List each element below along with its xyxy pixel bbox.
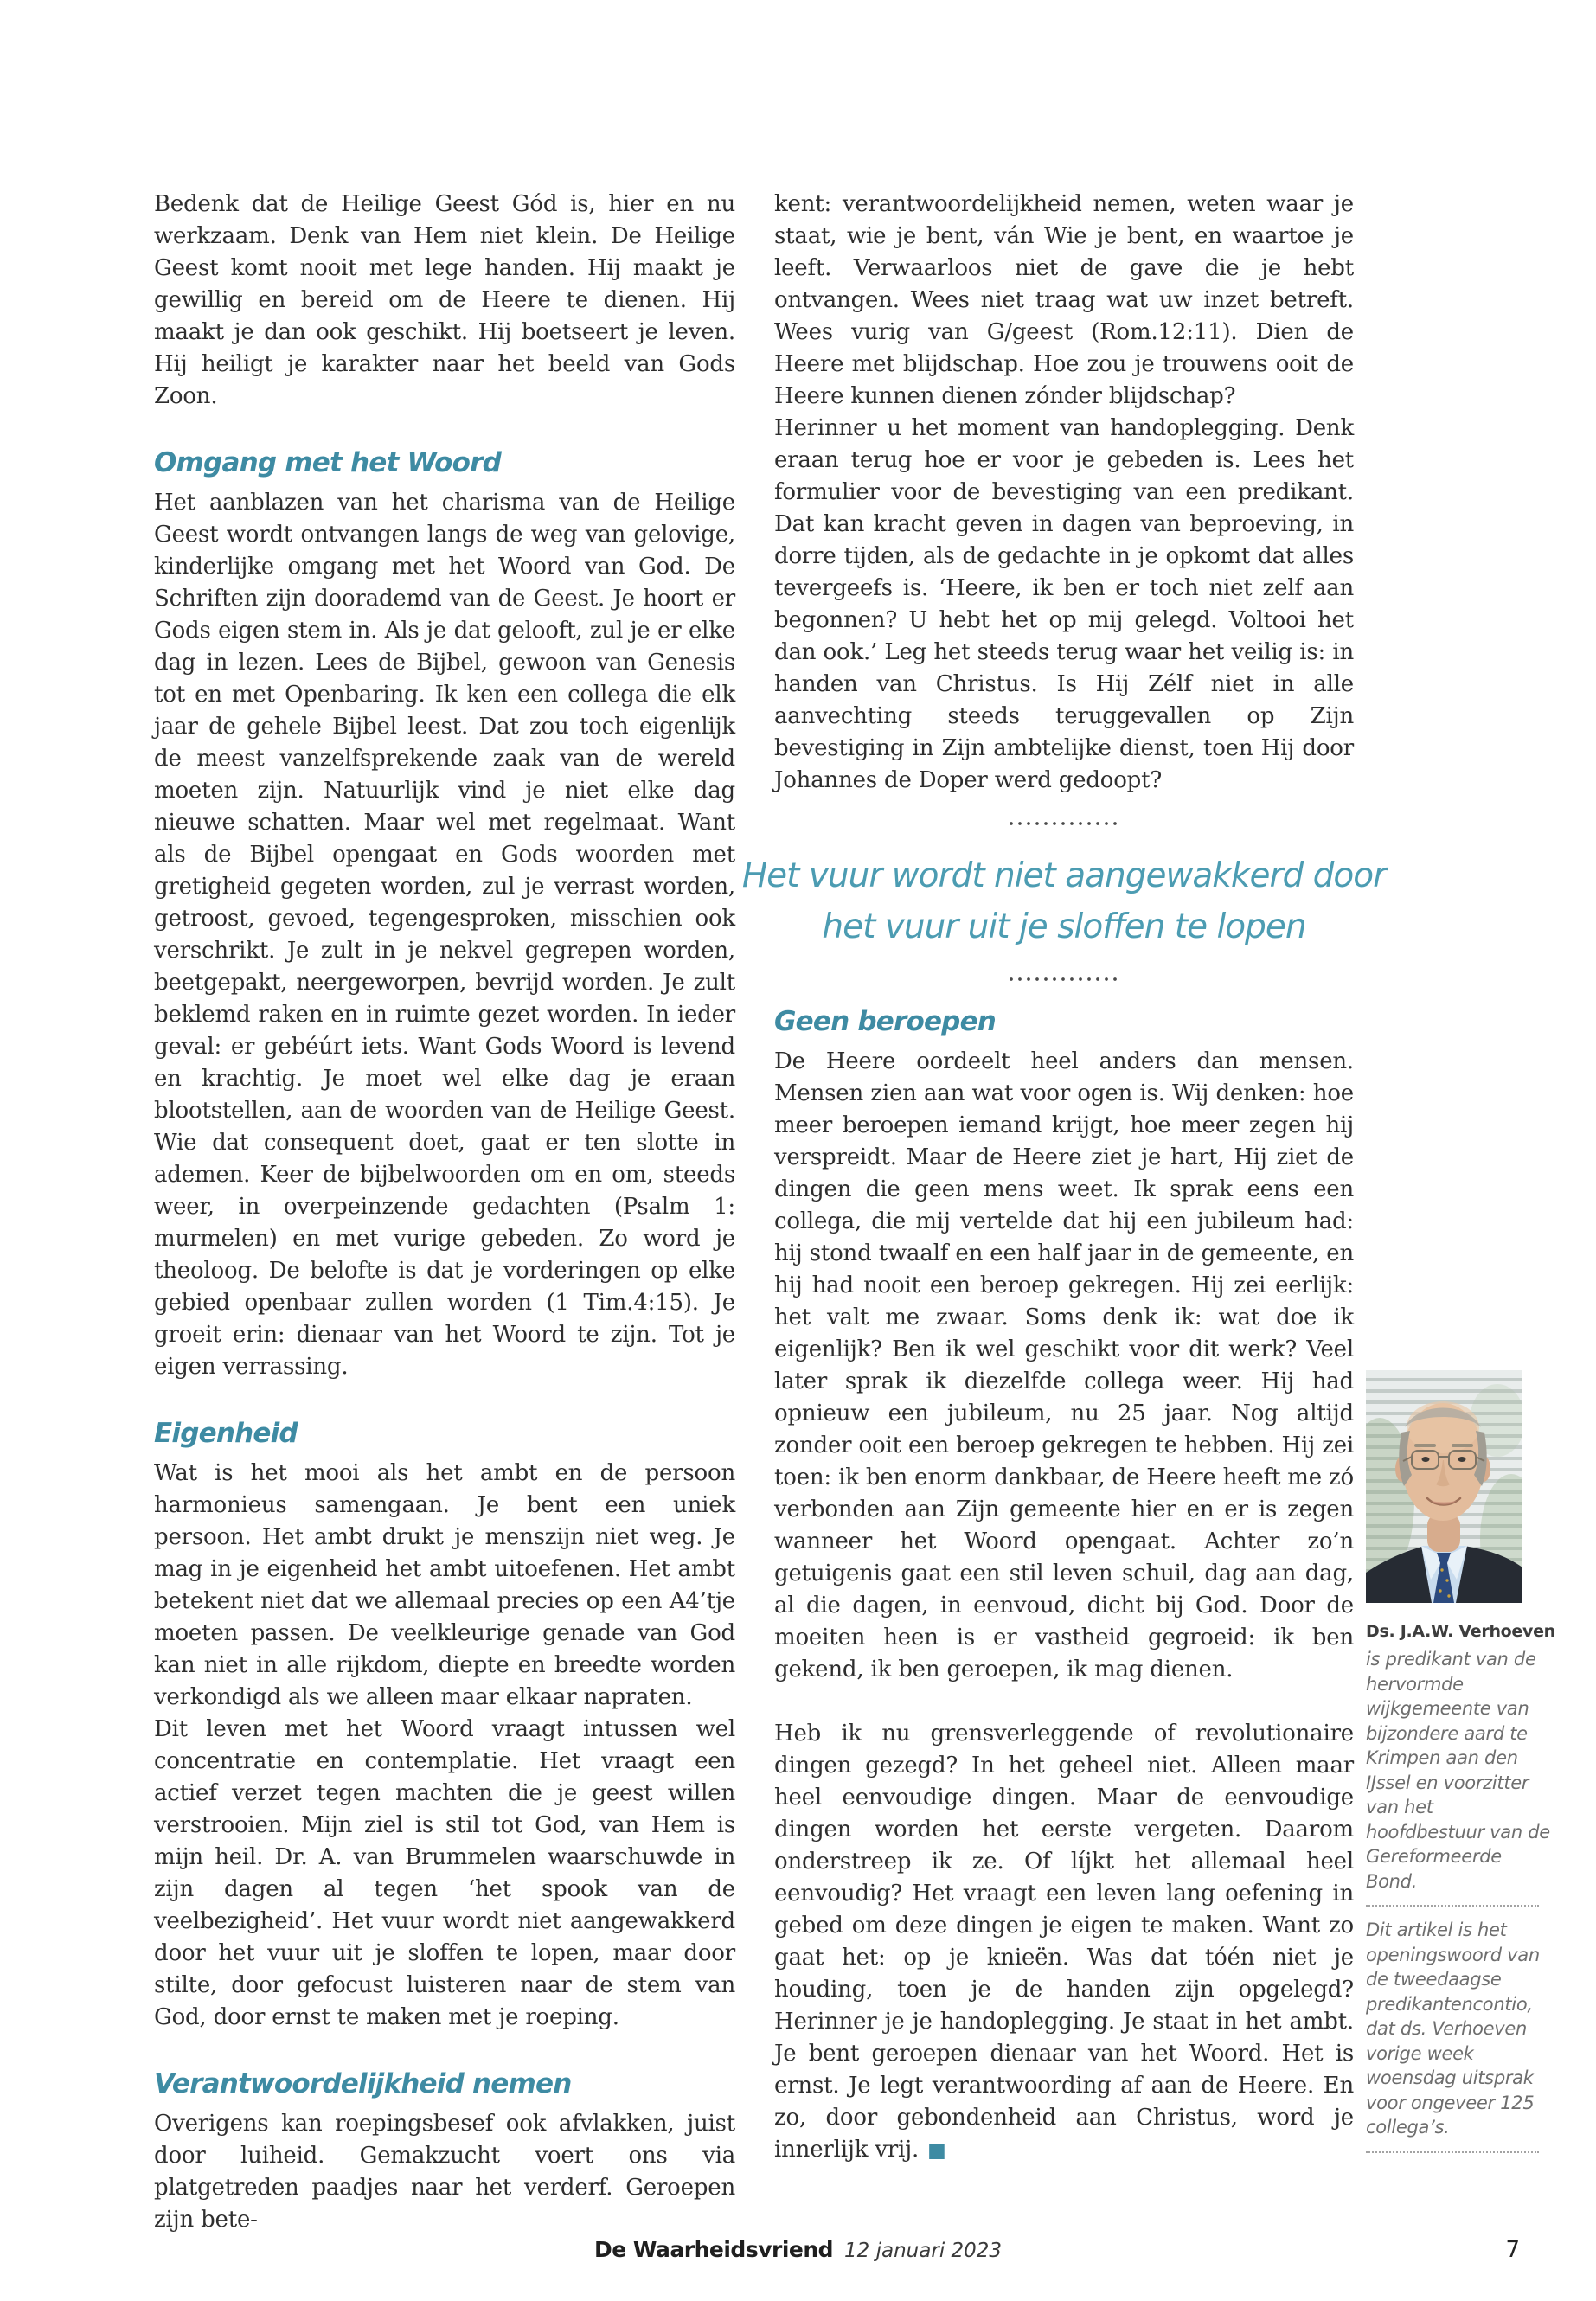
author-sidebar (1366, 1370, 1556, 2164)
closing-paragraph (774, 1718, 1354, 2167)
section-heading-verantwoordelijkheid: Verantwoordelijkheid nemen (154, 2068, 572, 2099)
section-heading-geen-beroepen: Geen beroepen (774, 1006, 997, 1037)
page-footer (0, 2237, 1596, 2272)
page-number: 7 (1505, 2237, 1520, 2263)
dotted-divider (1007, 977, 1121, 982)
portrait-photo (1366, 1370, 1522, 1603)
left-column (154, 189, 735, 2236)
paragraph: Het aanblazen van het charisma van de Heilige Geest wordt ontvangen langs de weg van gelovige, kinderlijke omgang met het Woord van God. De Schriften zijn doorademd van de Geest. Je hoort er Gods eigen stem in. Als je dat gelooft, zul je er elke dag in lezen. Lees de Bijbel, gewoon van Genesis tot en met Openbaring. Ik ken een collega die elk jaar de gehele Bijbel leest. Dat zou toch eigenlijk de meest vanzelfsprekende zaak van de wereld moeten zijn. Natuurlijk vind je niet elke dag nieuwe schatten. Maar wel met regelmaat. Want als de Bijbel opengaat en Gods woorden met gretigheid gegeten worden, zul je verrast worden, getroost, gevoed, tegengesproken, misschien ook verschrikt. Je zult in je nekvel gegrepen worden, beetgepakt, neergeworpen, bevrijd worden. Je zult beklemd raken en in ruimte gezet worden. In ieder geval: er gebéúrt iets. Want Gods Woord is levend en krachtig. Je moet wel elke dag je eraan blootstellen, aan de woorden van de Heilige Geest. Wie dat consequent doet, gaat er ten slotte in ademen. Keer de bijbelwoorden om en om, steeds weer, in overpeinzende gedachten (Psalm 1: murmelen) en met vurige gebeden. Zo word je theoloog. De belofte is dat je vorderingen op elke gebied openbaar zullen worden (1 Tim.4:15). Je groeit erin: dienaar van het Woord te zijn. Tot je eigen verrassing. (154, 490, 735, 1380)
author-bio: is predikant van de hervormde wijkgemeente van bijzondere aard te Krimpen aan den IJssel en voorzitter van het hoofdbestuur van de Gereformeerde Bond. (1366, 1649, 1550, 1892)
intro-paragraph: Bedenk dat de Heilige Geest Gód is, hier en nu werkzaam. Denk van Hem niet klein. De Heilige Geest komt nooit met lege handen. Hij maakt je gewillig en bereid om de Heere te dienen. Hij maakt je dan ook geschikt. Hij boetseert je leven. Hij heiligt je karakter naar het beeld van Gods Zoon. (154, 191, 735, 409)
end-of-article-marker: ■ (927, 2139, 946, 2162)
publication-name: De Waarheidsvriend (593, 2237, 834, 2262)
pull-quote (740, 850, 1388, 952)
section-heading-eigenheid: Eigenheid (154, 1418, 298, 1449)
dotted-divider (1007, 821, 1121, 826)
sidebar-dotted-divider (1366, 1905, 1539, 1907)
author-note: Dit artikel is het openingswoord van de tweedaagse predikantencontio, dat ds. Verhoeven vorige week woensdag uitsprak voor ongeveer 125 collega’s. (1366, 1920, 1540, 2138)
paragraph: Dit leven met het Woord vraagt intussen wel concentratie en contemplatie. Het vraagt een actief verzet tegen machten die je geest willen verstrooien. Mijn ziel is stil tot God, van Hem is mijn heil. Dr. A. van Brummelen waarschuwde in zijn dagen al tegen ‘het spook van de veelbezigheid’. Het vuur wordt niet aangewakkerd door het vuur uit je sloffen te lopen, maar door stilte, door gefocust luisteren naar de stem van God, door ernst te maken met je roeping. (154, 1716, 735, 2030)
paragraph: kent: verantwoordelijkheid nemen, weten waar je staat, wie je bent, ván Wie je bent, en waartoe je leeft. Verwaarloos niet de gave die je hebt ontvangen. Wees niet traag wat uw inzet betreft. Wees vurig van G/geest (Rom.12:11). Dien de Heere met blijdschap. Hoe zou je trouwens ooit de Heere kunnen dienen zónder blijdschap? (774, 191, 1354, 409)
right-column (741, 189, 1387, 2167)
pull-quote-line: het vuur uit je sloffen te lopen (822, 907, 1306, 946)
issue-date: 12 januari 2023 (844, 2240, 1003, 2262)
author-name: Ds. J.A.W. Verhoeven (1366, 1622, 1555, 1641)
closing-paragraph-text: Heb ik nu grensverleggende of revolutionaire dingen gezegd? In het geheel niet. Alleen maar heel eenvoudige dingen. Maar de eenvoudige dingen worden het eerste vergeten. Daarom onderstreep ik ze. Of líjkt het allemaal heel eenvoudig? Het vraagt een leven lang oefening in gebed om deze dingen je eigen te maken. Want zo gaat het: op je knieën. Was dat tóén niet je houding, toen je de handen zijn opgelegd? Herinner je je handoplegging. Je staat in het ambt. Je bent geroepen dienaar van het Woord. Het is ernst. Je legt verantwoording af aan de Heere. En zo, door gebondenheid aan Christus, word je innerlijk vrij. (774, 1721, 1354, 2163)
paragraph: Overigens kan roepingsbesef ook afvlakken, juist door luiheid. Gemakzucht voert ons via platgetreden paadjes naar het verderf. Geroepen zijn bete- (154, 2111, 735, 2233)
paragraph: Wat is het mooi als het ambt en de persoon harmonieus samengaan. Je bent een uniek persoon. Het ambt drukt je menszijn niet weg. Je mag in je eigenheid het ambt uitoefenen. Het ambt betekent niet dat we allemaal precies op een A4’tje moeten passen. De veelkleurige genade van God kan niet in alle rijkdom, diepte en breedte worden verkondigd als we alleen maar elkaar napraten. (154, 1460, 735, 1710)
footer-center (0, 2237, 1596, 2262)
pull-quote-line: Het vuur wordt niet aangewakkerd door (741, 856, 1387, 895)
section-heading-omgang: Omgang met het Woord (154, 447, 502, 478)
paragraph: De Heere oordeelt heel anders dan mensen. Mensen zien aan wat voor ogen is. Wij denken: hoe meer beroepen iemand krijgt, hoe meer zegen hij verspreidt. Maar de Heere ziet je hart, Hij ziet de dingen die geen mens weet. Ik sprak eens een collega, die mij vertelde dat hij een jubileum had: hij stond twaalf en een half jaar in de gemeente, en hij had nooit een beroep gekregen. Hij zei eerlijk: het valt me zwaar. Soms denk ik: wat doe ik eigenlijk? Ben ik wel geschikt voor dit werk? Veel later sprak ik diezelfde collega weer. Hij had opnieuw een jubileum, nu 25 jaar. Nog altijd zonder ooit een beroep gekregen te hebben. Hij zei toen: ik ben enorm dankbaar, de Heere heeft me zó verbonden aan Zijn gemeente hier en er is zegen wanneer het Woord opengaat. Achter zo’n getuigenis gaat een stil leven schuil, dag aan dag, al die dagen, in eenvoud, dicht bij God. Door de moeiten heen is er vastheid gegroeid: ik ben gekend, ik ben geroepen, ik mag dienen. (774, 1048, 1354, 1682)
sidebar-dotted-divider (1366, 2151, 1539, 2153)
paragraph: Herinner u het moment van handoplegging. Denk eraan terug hoe er voor je gebeden is. Lees het formulier voor de bevestiging van een predikant. Dat kan kracht geven in dagen van beproeving, in dorre tijden, als de gedachte in je opkomt dat alles tevergeefs is. ‘Heere, ik ben er toch niet zelf aan begonnen? U hebt het op mij gelegd. Voltooi het dan ook.’ Leg het steeds terug waar het veilig is: in handen van Christus. Is Hij Zélf niet in alle aanvechting steeds teruggevallen op Zijn bevestiging in Zijn ambtelijke dienst, toen Hij door Johannes de Doper werd gedoopt? (774, 415, 1354, 793)
